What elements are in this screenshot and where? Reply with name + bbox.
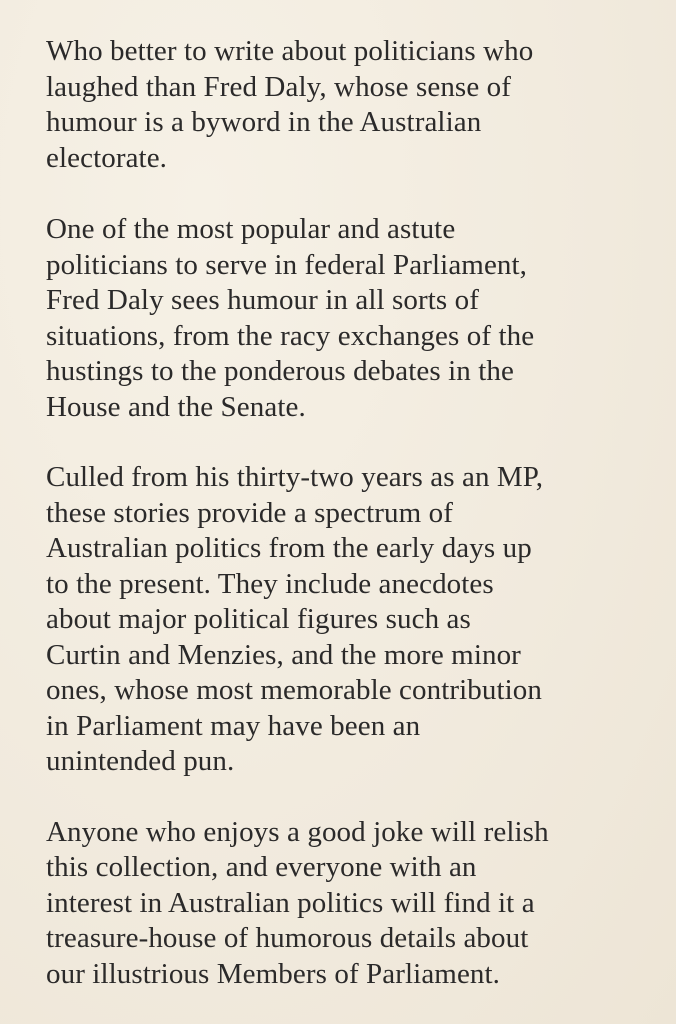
text-line: in Parliament may have been an xyxy=(46,709,421,742)
text-line: hustings to the ponderous debates in the xyxy=(46,355,514,387)
text-line: these stories provide a spectrum of xyxy=(46,496,453,529)
text-line: Culled from his thirty-two years as an MP, xyxy=(46,461,544,493)
text-line: Anyone who enjoys a good joke will relish xyxy=(46,815,549,848)
text-line: Australian politics from the early days up xyxy=(46,532,532,564)
paragraph-closing xyxy=(46,815,668,993)
text-line: One of the most popular and astute xyxy=(46,213,456,245)
paragraph-author xyxy=(46,212,668,425)
text-line: laughed than Fred Daly, whose sense of xyxy=(46,70,511,103)
text-line: interest in Australian politics will find it a xyxy=(46,886,535,919)
text-line: Curtin and Menzies, and the more minor xyxy=(46,638,521,671)
paragraph-intro xyxy=(46,34,668,176)
text-line: to the present. They include anecdotes xyxy=(46,567,494,600)
text-line: humour is a byword in the Australian xyxy=(46,106,482,138)
text-line: Fred Daly sees humour in all sorts of xyxy=(46,284,479,316)
text-line: Who better to write about politicians who xyxy=(46,35,534,67)
text-line: this collection, and everyone with an xyxy=(46,851,477,883)
text-line: treasure-house of humorous details about xyxy=(46,922,529,954)
text-line: ones, whose most memorable contribution xyxy=(46,674,543,706)
text-line: politicians to serve in federal Parliament, xyxy=(46,248,528,281)
text-line: House and the Senate. xyxy=(46,390,306,423)
text-line: about major political figures such as xyxy=(46,603,471,635)
text-line: situations, from the racy exchanges of the xyxy=(46,319,535,352)
text-line: electorate. xyxy=(46,141,168,174)
paragraph-stories xyxy=(46,460,668,780)
text-line: unintended pun. xyxy=(46,745,235,777)
text-line: our illustrious Members of Parliament. xyxy=(46,957,501,990)
